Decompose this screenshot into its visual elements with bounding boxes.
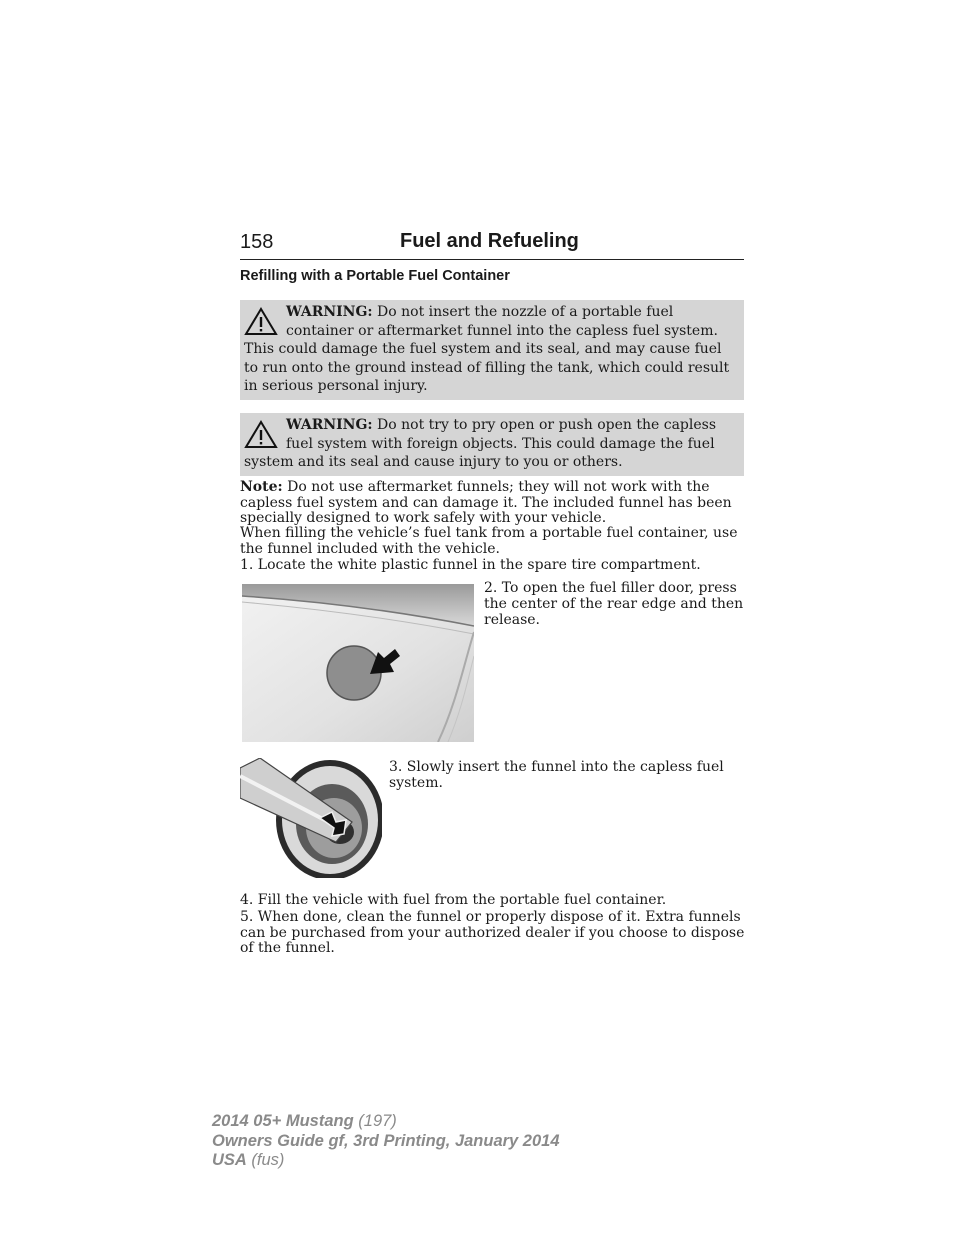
warning-box xyxy=(240,413,744,476)
fuel-door-drawing xyxy=(242,584,474,742)
intro-paragraph: When filling the vehicle’s fuel tank from a portable fuel container, use the funnel included with the vehicle. xyxy=(240,525,738,557)
step-2: 2. To open the fuel filler door, press the center of the rear edge and then release. xyxy=(484,580,744,628)
page-header xyxy=(240,229,744,260)
note-label: Note: xyxy=(240,479,283,495)
footer-model: 2014 05+ Mustang xyxy=(212,1112,354,1130)
warning-box xyxy=(240,300,744,400)
funnel-drawing xyxy=(240,758,382,878)
warning-triangle-icon xyxy=(244,420,278,450)
note-paragraph xyxy=(240,480,746,527)
fuel-filler-door-illustration xyxy=(242,584,474,742)
step-4: 4. Fill the vehicle with fuel from the portable fuel container. xyxy=(240,892,667,908)
footer-line-2 xyxy=(212,1132,560,1152)
note-text: Do not use aftermarket funnels; they will not work with the capless fuel system and can damage it. The included funnel has been specially designed to work safely with your vehicle. xyxy=(240,479,732,527)
page-number: 158 xyxy=(240,231,274,253)
section-heading: Refilling with a Portable Fuel Container xyxy=(240,268,510,284)
footer-market-code: (fus) xyxy=(246,1151,285,1169)
footer-edition: Owners Guide gf, 3rd Printing, January 2014 xyxy=(212,1131,560,1150)
warning-triangle-icon xyxy=(244,307,278,337)
step-3: 3. Slowly insert the funnel into the capless fuel system. xyxy=(389,759,724,791)
warning-text: Do not insert the nozzle of a portable fuel container or aftermarket funnel into the capless fuel system. This could damage the fuel system and its seal, and may cause fuel to run onto the ground instead of filling the tank, which could result in serious personal injury. xyxy=(244,304,730,395)
footer-line-1 xyxy=(212,1112,560,1132)
footer-model-code: (197) xyxy=(353,1112,397,1130)
warning-text: Do not try to pry open or push open the capless fuel system with foreign objects. This could damage the fuel system and its seal and cause injury to you or others. xyxy=(244,417,717,471)
page-footer xyxy=(212,1112,560,1171)
footer-market: USA xyxy=(212,1151,247,1169)
step-1: 1. Locate the white plastic funnel in the spare tire compartment. xyxy=(240,557,701,573)
chapter-title: Fuel and Refueling xyxy=(400,230,579,252)
footer-line-3 xyxy=(212,1151,560,1171)
funnel-insertion-illustration xyxy=(240,758,382,878)
step-5: 5. When done, clean the funnel or properly dispose of it. Extra funnels can be purchased from your authorized dealer if you choose to dispose of the funnel. xyxy=(240,909,745,957)
warning-label: WARNING: xyxy=(286,417,373,433)
warning-label: WARNING: xyxy=(286,304,373,320)
